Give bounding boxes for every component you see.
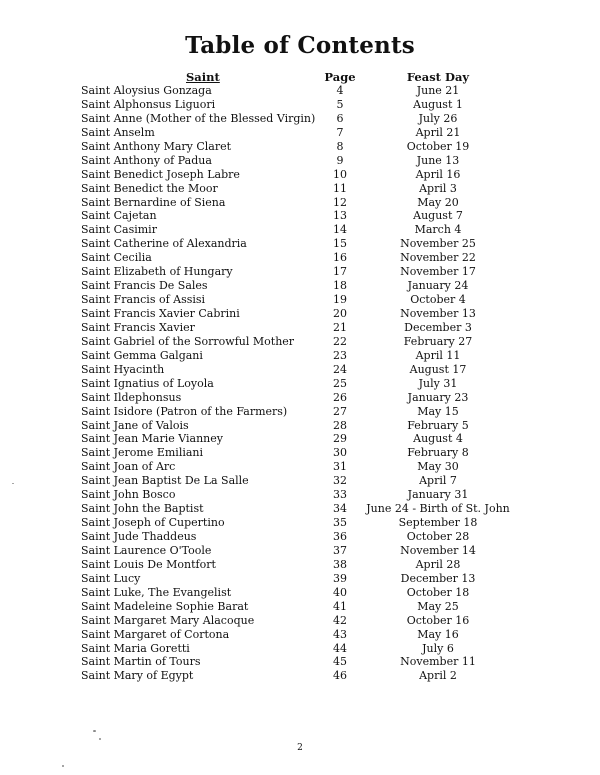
- toc-row: [0, 251, 600, 265]
- saint-name: Saint Ignatius of Loyola: [81, 376, 214, 390]
- page-ref: 23: [333, 348, 347, 362]
- toc-row: [0, 460, 600, 474]
- feast-day: March 4: [414, 223, 462, 237]
- toc-row: [0, 419, 600, 433]
- page-ref: 42: [333, 613, 347, 627]
- page-ref: 45: [333, 655, 347, 669]
- saint-name: Saint Ildephonsus: [81, 390, 182, 404]
- saint-name: Saint Anselm: [81, 125, 155, 139]
- page-ref: 5: [336, 97, 344, 111]
- page-ref: 15: [333, 237, 347, 251]
- scan-speck: [93, 730, 96, 732]
- toc-row: [0, 363, 600, 377]
- saint-name: Saint Aloysius Gonzaga: [81, 84, 212, 97]
- feast-day: October 18: [406, 585, 470, 599]
- toc-row: [0, 168, 600, 182]
- page-number: 2: [297, 743, 303, 753]
- feast-day: April 2: [419, 669, 457, 683]
- saint-name: Saint Martin of Tours: [81, 655, 201, 669]
- feast-day: August 7: [413, 209, 463, 223]
- page-ref: 30: [333, 446, 347, 460]
- scan-speck: [12, 483, 14, 484]
- feast-day: June 21: [416, 84, 460, 97]
- saint-name: Saint Joseph of Cupertino: [81, 516, 225, 530]
- saint-name: Saint Anne (Mother of the Blessed Virgin): [81, 111, 316, 125]
- feast-day: July 26: [418, 111, 458, 125]
- toc-row: [0, 209, 600, 223]
- page-ref: 7: [336, 125, 344, 139]
- page-ref: 8: [336, 139, 344, 153]
- toc-row: [0, 586, 600, 600]
- page-ref: 43: [333, 627, 347, 641]
- saint-name: Saint Francis Xavier Cabrini: [81, 307, 240, 320]
- toc-row: [0, 391, 600, 405]
- column-header-feast-day-label: Feast Day: [406, 70, 470, 84]
- toc-row: [0, 321, 600, 335]
- page-ref: 39: [333, 571, 347, 585]
- page-ref: 6: [336, 111, 344, 125]
- feast-day: April 3: [419, 181, 457, 195]
- saint-name: Saint Francis De Sales: [81, 279, 208, 293]
- saint-name: Saint Cajetan: [81, 209, 157, 223]
- feast-day: December 13: [400, 571, 476, 585]
- page-ref: 26: [333, 390, 347, 404]
- page-ref: 12: [333, 195, 347, 209]
- feast-day: October 4: [410, 293, 466, 307]
- feast-day: January 31: [407, 488, 469, 502]
- saint-name: Saint Francis of Assisi: [81, 293, 206, 307]
- page-ref: 16: [333, 251, 347, 265]
- saint-name: Saint Isidore (Patron of the Farmers): [81, 404, 288, 418]
- feast-day: May 16: [417, 627, 459, 641]
- feast-day: February 5: [407, 418, 469, 432]
- feast-day: November 22: [400, 251, 476, 265]
- toc-row: [0, 140, 600, 154]
- page-ref: 21: [333, 320, 347, 334]
- feast-day: April 16: [415, 167, 461, 181]
- saint-name: Saint Benedict the Moor: [81, 181, 218, 195]
- feast-day: January 23: [407, 390, 469, 404]
- saint-name: Saint Laurence O'Toole: [81, 543, 212, 557]
- feast-day: April 21: [415, 125, 461, 139]
- saint-name: Saint Joan of Arc: [81, 460, 176, 474]
- toc-row: [0, 669, 600, 683]
- toc-row: [0, 488, 600, 502]
- saint-name: Saint Catherine of Alexandria: [81, 237, 247, 251]
- saint-name: Saint Anthony of Padua: [81, 153, 212, 167]
- page-ref: 38: [333, 557, 347, 571]
- toc-row: [0, 655, 600, 669]
- toc-row: [0, 84, 600, 98]
- feast-day: May 25: [417, 599, 459, 613]
- page-ref: 14: [333, 223, 347, 237]
- saint-name: Saint Lucy: [81, 571, 141, 585]
- page-ref: 13: [333, 209, 347, 223]
- feast-day: October 16: [406, 613, 470, 627]
- saint-name: Saint Francis Xavier: [81, 320, 195, 334]
- column-header-saint: Saint: [186, 70, 220, 84]
- feast-day: August 4: [413, 432, 463, 446]
- page-ref: 35: [333, 516, 347, 530]
- toc-row: [0, 279, 600, 293]
- feast-day: April 28: [415, 557, 461, 571]
- saint-name: Saint John Bosco: [81, 488, 176, 502]
- feast-day: April 11: [415, 348, 461, 362]
- feast-day: February 8: [407, 446, 469, 460]
- saint-name: Saint Madeleine Sophie Barat: [81, 599, 249, 613]
- feast-day: November 11: [400, 655, 476, 669]
- toc-row: [0, 572, 600, 586]
- toc-row: [0, 112, 600, 126]
- saint-name: Saint Casimir: [81, 223, 157, 237]
- toc-row: [0, 558, 600, 572]
- page-ref: 4: [336, 84, 344, 97]
- feast-day: June 24 - Birth of St. John: [366, 502, 510, 516]
- saint-name: Saint Alphonsus Liguori: [81, 97, 216, 111]
- toc-row: [0, 293, 600, 307]
- toc-row: [0, 182, 600, 196]
- toc-row: [0, 223, 600, 237]
- saint-name: Saint Mary of Egypt: [81, 669, 194, 683]
- toc-row: [0, 154, 600, 168]
- page-ref: 19: [333, 293, 347, 307]
- feast-day: May 30: [417, 460, 459, 474]
- toc-row: [0, 307, 600, 321]
- page-ref: 24: [333, 362, 347, 376]
- saint-name: Saint Cecilia: [81, 251, 152, 265]
- feast-day: December 3: [404, 320, 472, 334]
- page-ref: 40: [333, 585, 347, 599]
- feast-day: October 28: [406, 530, 470, 543]
- page-ref: 34: [333, 502, 347, 516]
- toc-row: [0, 377, 600, 391]
- scan-speck: [99, 738, 101, 740]
- feast-day: November 13: [400, 307, 476, 320]
- saint-name: Saint Jean Baptist De La Salle: [81, 474, 249, 488]
- feast-day: June 13: [416, 153, 460, 167]
- toc-row: [0, 126, 600, 140]
- page-ref: 36: [333, 530, 347, 543]
- toc-row: [0, 349, 600, 363]
- page-ref: 11: [333, 181, 347, 195]
- saint-name: Saint Elizabeth of Hungary: [81, 265, 233, 279]
- toc-row: [0, 196, 600, 210]
- saint-name: Saint Margaret of Cortona: [81, 627, 230, 641]
- saint-name: Saint Jude Thaddeus: [81, 530, 197, 543]
- toc-row: [0, 432, 600, 446]
- feast-day: July 6: [422, 641, 454, 655]
- page-ref: 32: [333, 474, 347, 488]
- saint-name: Saint Louis De Montfort: [81, 557, 216, 571]
- toc-row: [0, 502, 600, 516]
- feast-day: May 20: [417, 195, 459, 209]
- toc-row: [0, 446, 600, 460]
- page-ref: 17: [333, 265, 347, 279]
- page-ref: 27: [333, 404, 347, 418]
- toc-list: [0, 84, 600, 683]
- toc-row: [0, 600, 600, 614]
- feast-day: January 24: [407, 279, 469, 293]
- feast-day: September 18: [398, 516, 478, 530]
- page-ref: 25: [333, 376, 347, 390]
- feast-day: February 27: [403, 334, 473, 348]
- feast-day: August 17: [409, 362, 467, 376]
- toc-row: [0, 474, 600, 488]
- saint-name: Saint Jean Marie Vianney: [81, 432, 223, 446]
- column-header-page-label: Page: [324, 70, 356, 84]
- page-ref: 9: [336, 153, 344, 167]
- page-ref: 41: [333, 599, 347, 613]
- page-ref: 33: [333, 488, 347, 502]
- scan-speck: [62, 765, 64, 767]
- saint-name: Saint Jane of Valois: [81, 418, 189, 432]
- feast-day: August 1: [413, 97, 463, 111]
- feast-day: November 14: [400, 543, 476, 557]
- saint-name: Saint Benedict Joseph Labre: [81, 167, 240, 181]
- page-title: Table of Contents: [185, 32, 415, 59]
- toc-row: [0, 98, 600, 112]
- saint-name: Saint Margaret Mary Alacoque: [81, 613, 255, 627]
- feast-day: July 31: [418, 376, 458, 390]
- saint-name: Saint Maria Goretti: [81, 641, 190, 655]
- toc-row: [0, 237, 600, 251]
- page-ref: 46: [333, 669, 347, 683]
- saint-name: Saint Gabriel of the Sorrowful Mother: [81, 334, 295, 348]
- saint-name: Saint John the Baptist: [81, 502, 204, 516]
- toc-row: [0, 642, 600, 656]
- toc-row: [0, 544, 600, 558]
- page-ref: 28: [333, 418, 347, 432]
- toc-row: [0, 265, 600, 279]
- page-ref: 10: [333, 167, 347, 181]
- feast-day: November 17: [400, 265, 476, 279]
- saint-name: Saint Hyacinth: [81, 362, 165, 376]
- page-ref: 22: [333, 334, 347, 348]
- page-ref: 37: [333, 543, 347, 557]
- page-ref: 44: [333, 641, 347, 655]
- saint-name: Saint Luke, The Evangelist: [81, 585, 232, 599]
- toc-row: [0, 405, 600, 419]
- saint-name: Saint Jerome Emiliani: [81, 446, 204, 460]
- toc-row: [0, 614, 600, 628]
- page-ref: 31: [333, 460, 347, 474]
- saint-name: Saint Bernardine of Siena: [81, 195, 226, 209]
- saint-name: Saint Gemma Galgani: [81, 348, 203, 362]
- saint-name: Saint Anthony Mary Claret: [81, 139, 232, 153]
- toc-row: [0, 628, 600, 642]
- feast-day: May 15: [417, 404, 459, 418]
- feast-day: November 25: [400, 237, 476, 251]
- page-ref: 18: [333, 279, 347, 293]
- toc-row: [0, 530, 600, 544]
- page-ref: 29: [333, 432, 347, 446]
- page-ref: 20: [333, 307, 347, 320]
- toc-row: [0, 335, 600, 349]
- feast-day: April 7: [419, 474, 457, 488]
- toc-row: [0, 516, 600, 530]
- feast-day: October 19: [406, 139, 470, 153]
